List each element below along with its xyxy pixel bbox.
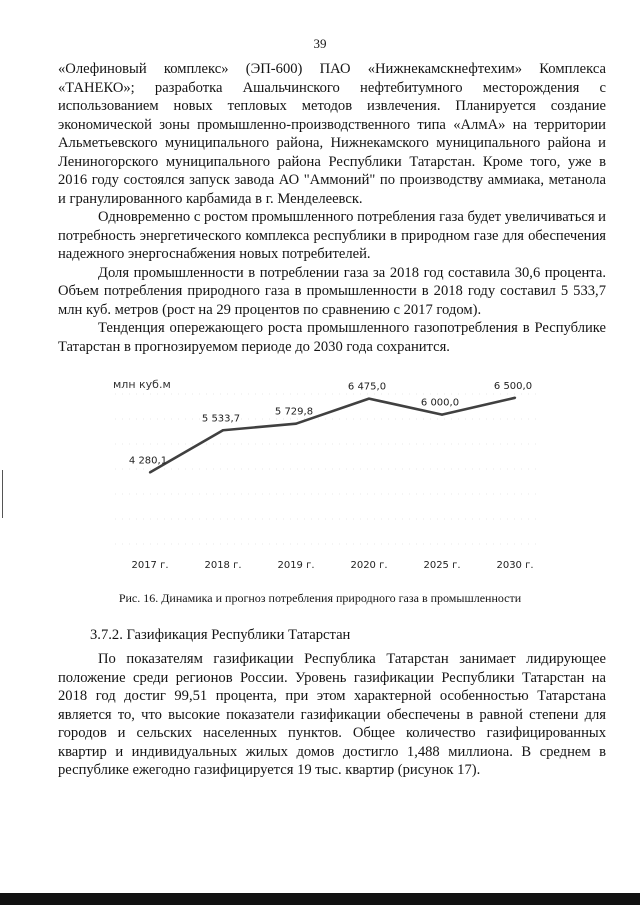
data-label: 4 280,1 <box>128 455 168 467</box>
data-label: 5 729,8 <box>274 406 314 418</box>
data-point <box>368 397 370 399</box>
data-point <box>514 397 516 399</box>
paragraph-4: Тенденция опережающего роста промышленного газопотребления в Республике Татарстан в прогнозируемом периоде до 2030 года сохранится. <box>58 320 606 355</box>
series-line <box>150 398 515 473</box>
data-point <box>149 471 151 473</box>
data-label: 5 533,7 <box>201 413 241 425</box>
page-number: 39 <box>313 36 327 51</box>
y-axis-label: млн куб.м <box>113 378 171 391</box>
x-tick-label: 2025 г. <box>423 560 461 571</box>
paragraph-3: Доля промышленности в потреблении газа за 2018 год составила 30,6 процента. Объем потребления природного газа в промышленности в 2018 году составил 5 533,7 млн куб. метров (рост на 29 процентов по сравнению с 2017 годом). <box>58 264 606 318</box>
section-title: 3.7.2. Газификация Республики Татарстан <box>90 627 351 643</box>
paragraph-1: «Олефиновый комплекс» (ЭП-600) ПАО «Нижнекамскнефтехим» Комплекса «ТАНЕКО»; разработка Ашальчинского нефтебитумного месторождения с использованием новых тепловых методов извлечения. Планируется создание экономической зоны промышленно-производственного типа «АлмА» на территории Альметьевского муниципального района, Нижнекамского муниципального района и Лениногорского муниципального района Республики Татарстан. Кроме того, уже в 2016 году состоялся запуск завода АО "Аммоний" по производству аммиака, метанола и гранулированного карбамида в г. Менделеевск. <box>58 61 606 207</box>
data-label: 6 500,0 <box>493 380 533 392</box>
data-point <box>441 413 443 415</box>
paragraph-2: Одновременно с ростом промышленного потребления газа будет увеличиваться и потребность энергетического комплекса республики в природном газе для обеспечения надежного энергоснабжения новых потребителей. <box>58 209 606 262</box>
x-tick-label: 2017 г. <box>131 560 169 571</box>
x-tick-label: 2020 г. <box>350 560 388 571</box>
data-point <box>222 429 224 431</box>
x-tick-label: 2018 г. <box>204 560 242 571</box>
data-label: 6 000,0 <box>420 397 460 409</box>
body-text-top <box>58 60 606 356</box>
paragraph-5: По показателям газификации Республика Татарстан занимает лидирующее положение среди регионов России. Уровень газификации Республики Татарстан на 2018 год достиг 99,51 процента, при этом характерной особенностью Татарстана является то, что высокие показатели газификации обеспечены в равной степени для городов и сельских населенных пунктов. Общее количество газифицированных квартир и индивидуальных жилых домов достигло 1,488 миллиона. В среднем в республике ежегодно газифицируется 19 тыс. квартир (рисунок 17). <box>58 651 606 778</box>
body-text-bottom <box>58 650 606 780</box>
scan-border-bottom <box>0 893 640 905</box>
gas-consumption-chart <box>105 364 550 579</box>
figure-caption: Рис. 16. Динамика и прогноз потребления природного газа в промышленности <box>118 591 522 605</box>
data-point <box>295 422 297 424</box>
chart-svg <box>105 364 550 579</box>
scan-artifact <box>2 470 3 518</box>
x-tick-label: 2030 г. <box>496 560 534 571</box>
x-tick-label: 2019 г. <box>277 560 315 571</box>
data-label: 6 475,0 <box>347 381 387 393</box>
